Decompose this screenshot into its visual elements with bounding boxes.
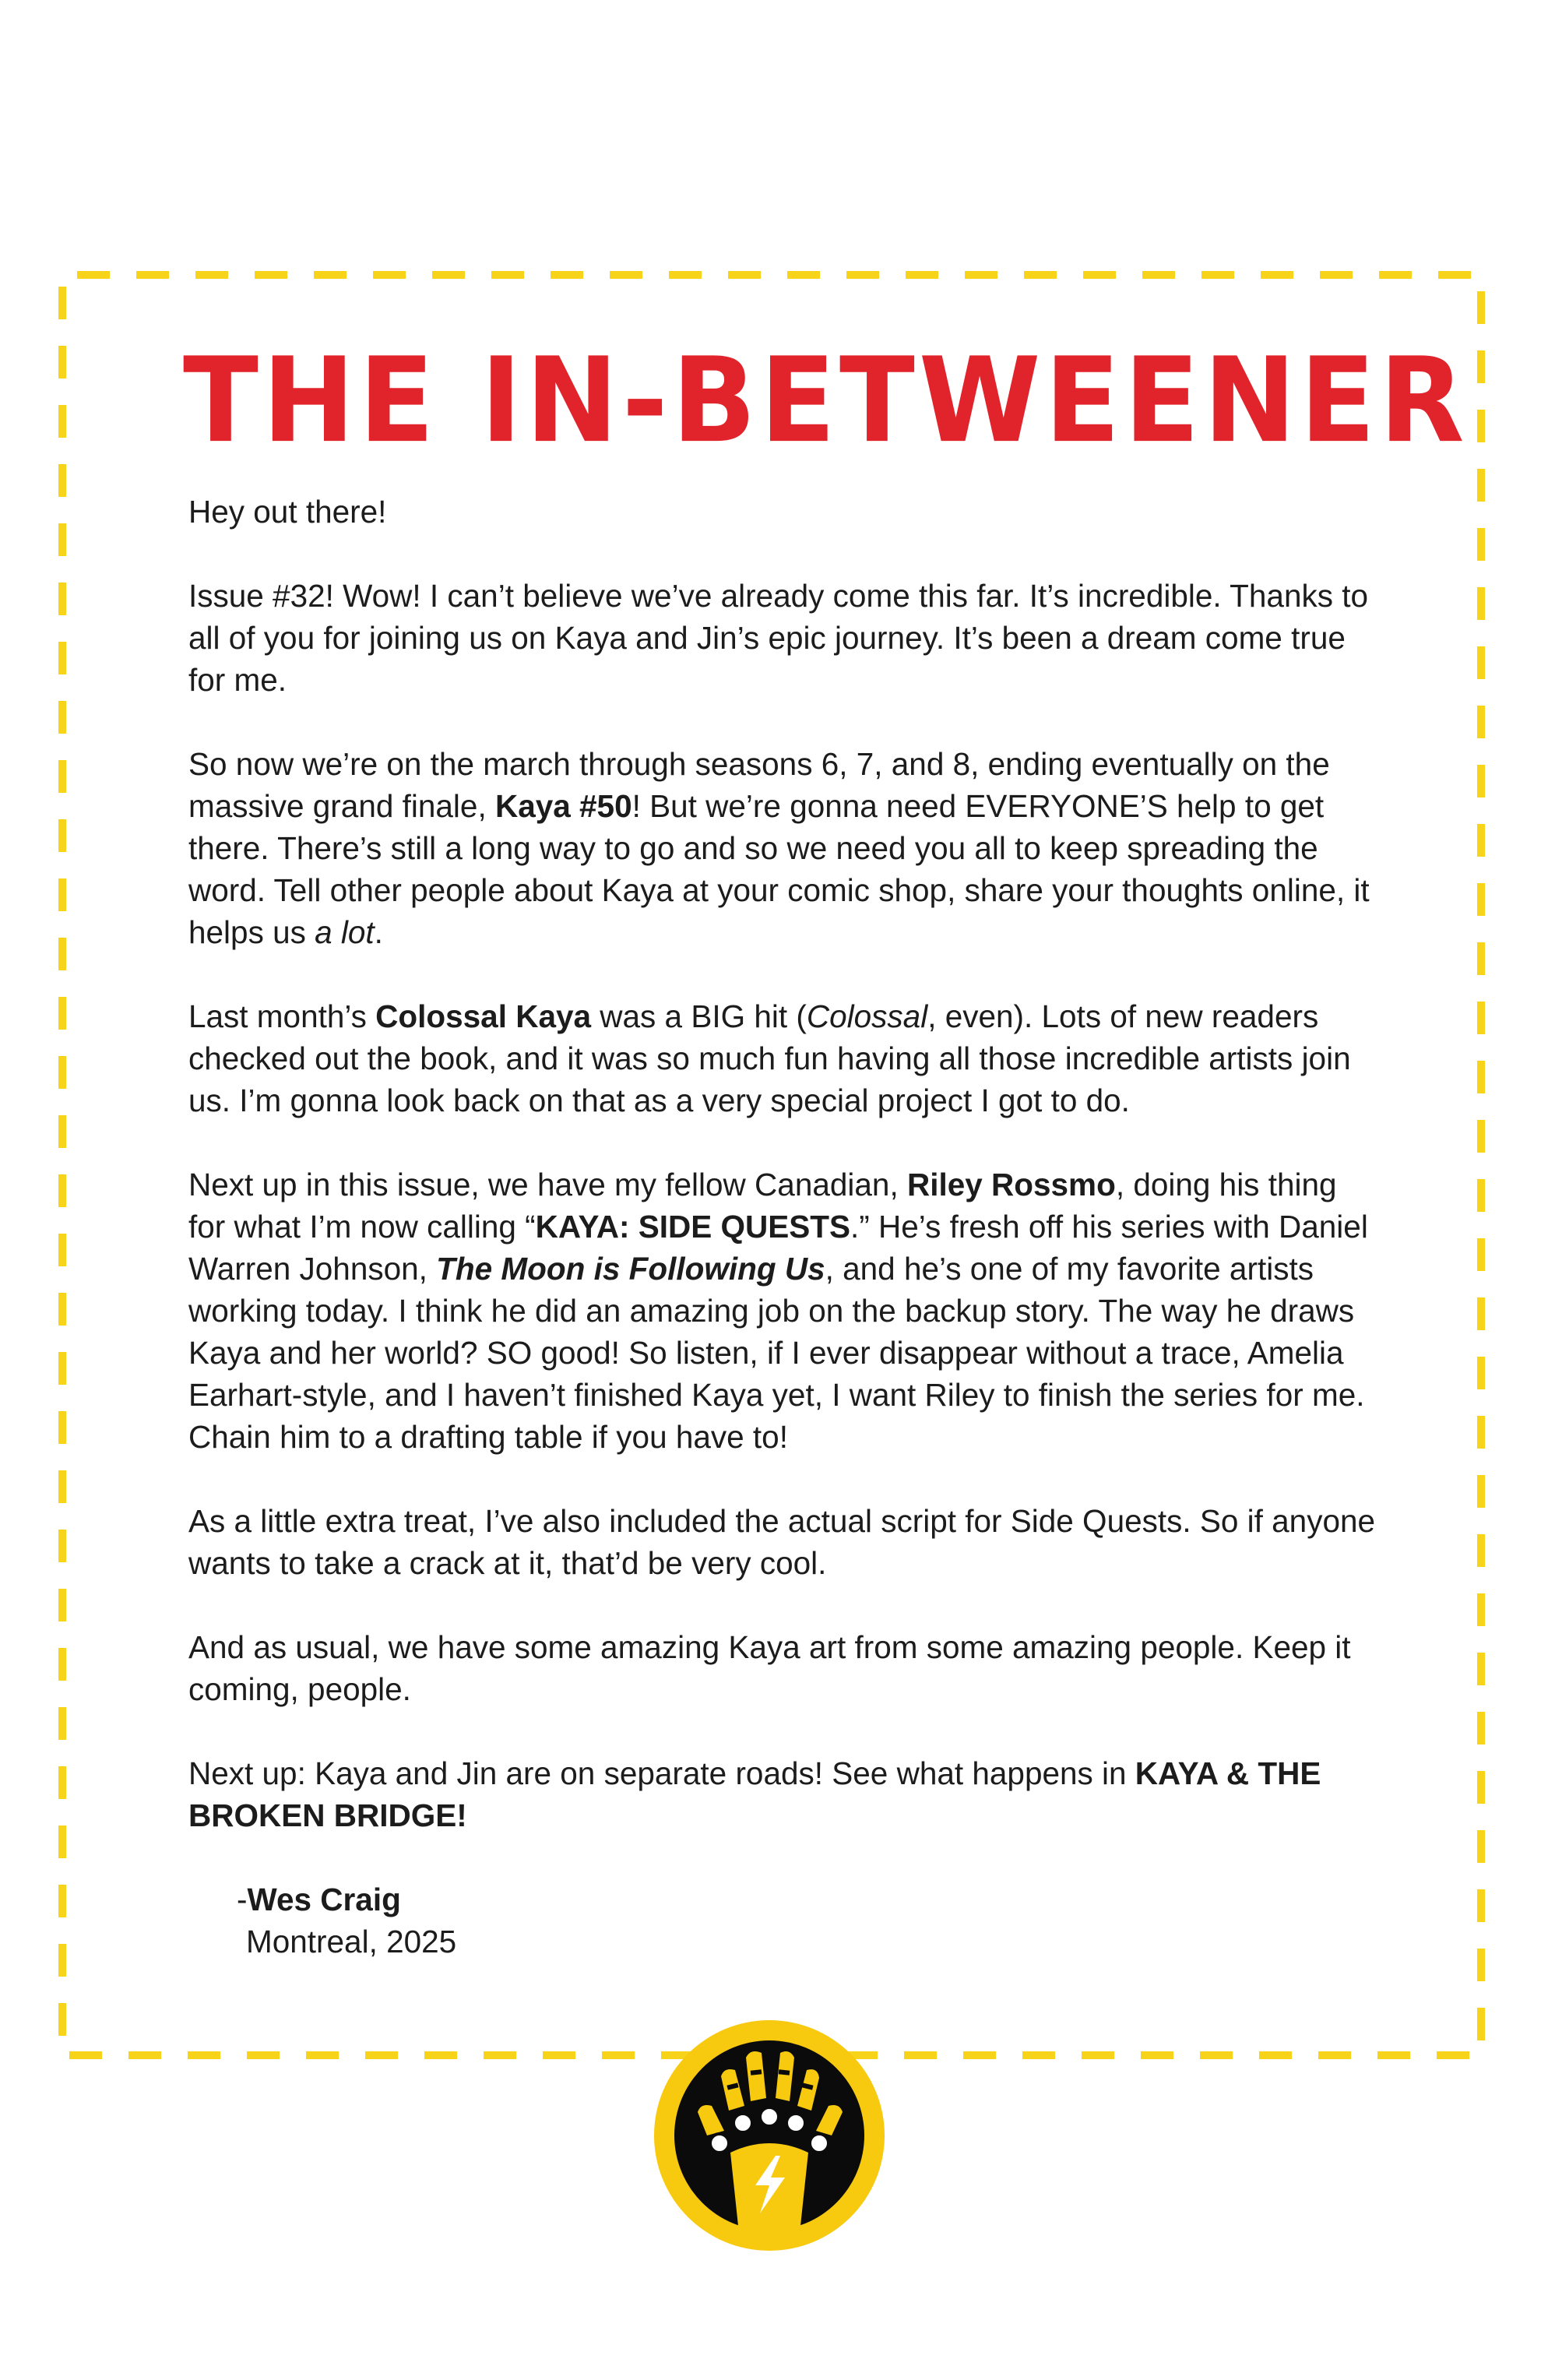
text-run: Next up in this issue, we have my fellow Canadian, — [188, 1167, 907, 1202]
text-run: Next up: Kaya and Jin are on separate roads! See what happens in — [188, 1755, 1135, 1791]
paragraph-issue-32: Issue #32! Wow! I can’t believe we’ve already come this far. It’s incredible. Thanks to all of you for joining us on Kaya and Jin’s epic journey. It’s been a dream come true for me. — [188, 578, 1369, 698]
kaya-50-bold: Kaya #50 — [494, 788, 632, 824]
paragraph-seasons — [188, 743, 1380, 953]
text-run: Last month’s — [188, 998, 376, 1034]
signature-place: Montreal, 2025 — [246, 1924, 457, 1959]
paragraph-colossal — [188, 995, 1380, 1121]
riley-rossmo-bold: Riley Rossmo — [906, 1167, 1116, 1202]
text-run: was a BIG hit ( — [591, 998, 807, 1034]
text-run: , even). Lots of new readers checked out the book, and it was so much fun having all those incredible artists join us. I’m gonna look back on that as a very special project I got to do. — [188, 998, 1351, 1118]
side-quests-bold: KAYA: SIDE QUESTS — [535, 1209, 851, 1245]
text-run: , and he’s one of my favorite artists working today. I think he did an amazing job on the backup story. The way he draws Kaya and her world? SO good! So listen, if I ever disappear without a trace, Amelia Earhart-style, and I haven’t finished Kaya yet, I want Riley to finish the series for me. Chain him to a drafting table if you have to! — [188, 1251, 1365, 1455]
page-title: THE IN-BETWEENER — [183, 333, 1469, 470]
paragraph-next-up — [188, 1752, 1380, 1836]
text-run: ! But we’re gonna need EVERYONE’S help to get there. There’s still a long way to go and so we need you all to keep spreading the word. Tell other people about Kaya at your comic shop, share your thoughts online, it helps us — [188, 788, 1370, 950]
text-run: . — [374, 914, 383, 950]
signature-name-line — [237, 1878, 1380, 1921]
colossal-italic: Colossal — [806, 998, 928, 1034]
broken-bridge-bold: KAYA & THE BROKEN BRIDGE! — [188, 1755, 1321, 1833]
signature-block — [237, 1878, 1380, 1963]
colossal-kaya-bold: Colossal Kaya — [375, 998, 592, 1034]
text-run: So now we’re on the march through seasons 6, 7, and 8, ending eventually on the massive grand finale, — [188, 746, 1330, 824]
text-run: .” He’s fresh off his series with Daniel Warren Johnson, — [188, 1209, 1368, 1287]
letter-body — [188, 491, 1380, 1963]
a-lot-italic: a lot — [315, 914, 375, 950]
signature-name: Wes Craig — [247, 1882, 401, 1917]
paragraph-script: As a little extra treat, I’ve also included the actual script for Side Quests. So if anyone wants to take a crack at it, that’d be very cool. — [188, 1503, 1376, 1581]
greeting-paragraph: Hey out there! — [188, 494, 387, 530]
paragraph-art: And as usual, we have some amazing Kaya art from some amazing people. Keep it coming, people. — [188, 1629, 1351, 1707]
paragraph-side-quests — [188, 1164, 1380, 1458]
moon-following-us-bold-italic: The Moon is Following Us — [436, 1251, 825, 1287]
text-run: , doing his thing for what I’m now calling “ — [188, 1167, 1337, 1245]
fist-lightning-logo-icon — [653, 2019, 886, 2252]
signature-dash: - — [237, 1882, 248, 1917]
